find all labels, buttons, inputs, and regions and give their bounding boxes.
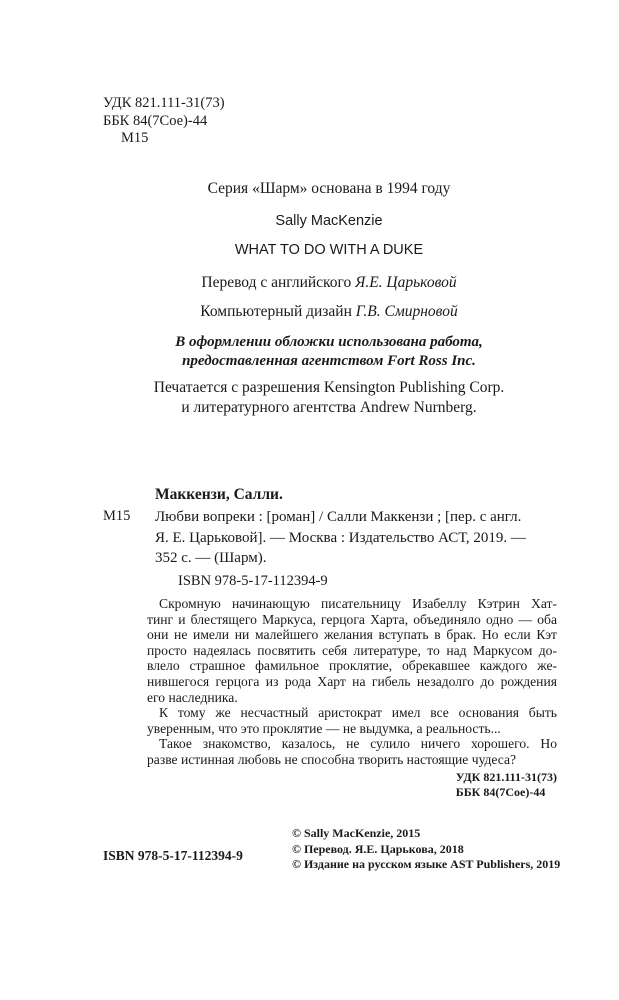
udk-code: УДК 821.111-31(73) (455, 770, 557, 784)
catalog-heading: Маккензи, Салли. (155, 486, 283, 503)
catalog-mark: М15 (103, 508, 131, 524)
annotation-line: Такое знакомство, казалось, не сулило ничего хорошего. Но (159, 736, 557, 752)
translation-credit (103, 274, 555, 292)
annotation-line: Скромную начинающую писательницу Изабеллу Кэтрин Хат- (159, 596, 557, 611)
catalog-line: 352 с. — (Шарм). (155, 550, 267, 566)
annotation-line: они не имели ни малейшего желания вступать в брак. Но если Кэт (147, 627, 557, 643)
design-credit (103, 303, 555, 321)
designer-name: Г.В. Смирновой (355, 303, 458, 320)
classification-codes-bottom (456, 770, 557, 800)
original-author: Sally MacKenzie (275, 213, 383, 229)
annotation-line: влело страшное фамильное проклятие, обрекавшее каждого же- (147, 658, 557, 674)
isbn-bottom: ISBN 978-5-17-112394-9 (103, 848, 243, 863)
catalog-line: Я. Е. Царьковой]. — Москва : Издательство АСТ, 2019. — (155, 529, 526, 546)
bbk-code: ББК 84(7Сое)-44 (455, 785, 546, 799)
classification-codes (103, 95, 225, 148)
catalog-description (155, 507, 555, 569)
catalog-isbn: ISBN 978-5-17-112394-9 (178, 573, 328, 589)
original-title: WHAT TO DO WITH A DUKE (234, 242, 424, 258)
annotation-line: К тому же несчастный аристократ имел все основания быть (159, 705, 557, 721)
copyright-line: © Перевод. Я.Е. Царькова, 2018 (292, 841, 464, 856)
annotation-line: его наследника. (147, 689, 238, 705)
permission-line: Печатается с разрешения Kensington Publishing Corp. (153, 379, 505, 396)
copyright-notices (292, 826, 560, 873)
permission-line: и литературного агентства Andrew Nurnberg. (181, 399, 477, 416)
translator-name: Я.Е. Царьковой (355, 274, 457, 291)
translation-prefix: Перевод с английского (201, 274, 356, 291)
annotation-line: уверенным, что это проклятие — не выдумка, а реальность... (147, 720, 501, 736)
cover-note-line: предоставленная агентством Fort Ross Inc. (182, 353, 476, 369)
bbk-code: ББК 84(7Сое)-44 (103, 112, 208, 129)
udk-code: УДК 821.111-31(73) (103, 95, 225, 111)
design-prefix: Компьютерный дизайн (200, 303, 356, 320)
annotation (147, 596, 557, 768)
annotation-line: нившегося герцога из рода Харт на гибель незадолго до рождения (147, 673, 557, 689)
series-line: Серия «Шарм» основана в 1994 году (207, 180, 451, 197)
copyright-line: © Издание на русском языке AST Publishers, 2019 (292, 857, 561, 871)
annotation-line: тинг и блестящего Маркуса, герцога Харта, объединяло одно — оба (147, 611, 557, 627)
permission-note (103, 378, 555, 418)
author-mark: М15 (121, 130, 149, 146)
annotation-line: просто надеялась посвятить себя литературе, то над Маркусом до- (147, 642, 557, 658)
copyright-line: © Sally MacKenzie, 2015 (292, 826, 421, 840)
cover-note (103, 333, 555, 371)
catalog-line: Любви вопреки : [роман] / Салли Маккензи ; [пер. с англ. (155, 509, 522, 525)
annotation-line: разве истинная любовь не способна творить настоящие чудеса? (147, 751, 517, 767)
cover-note-line: В оформлении обложки использована работа, (175, 334, 483, 350)
